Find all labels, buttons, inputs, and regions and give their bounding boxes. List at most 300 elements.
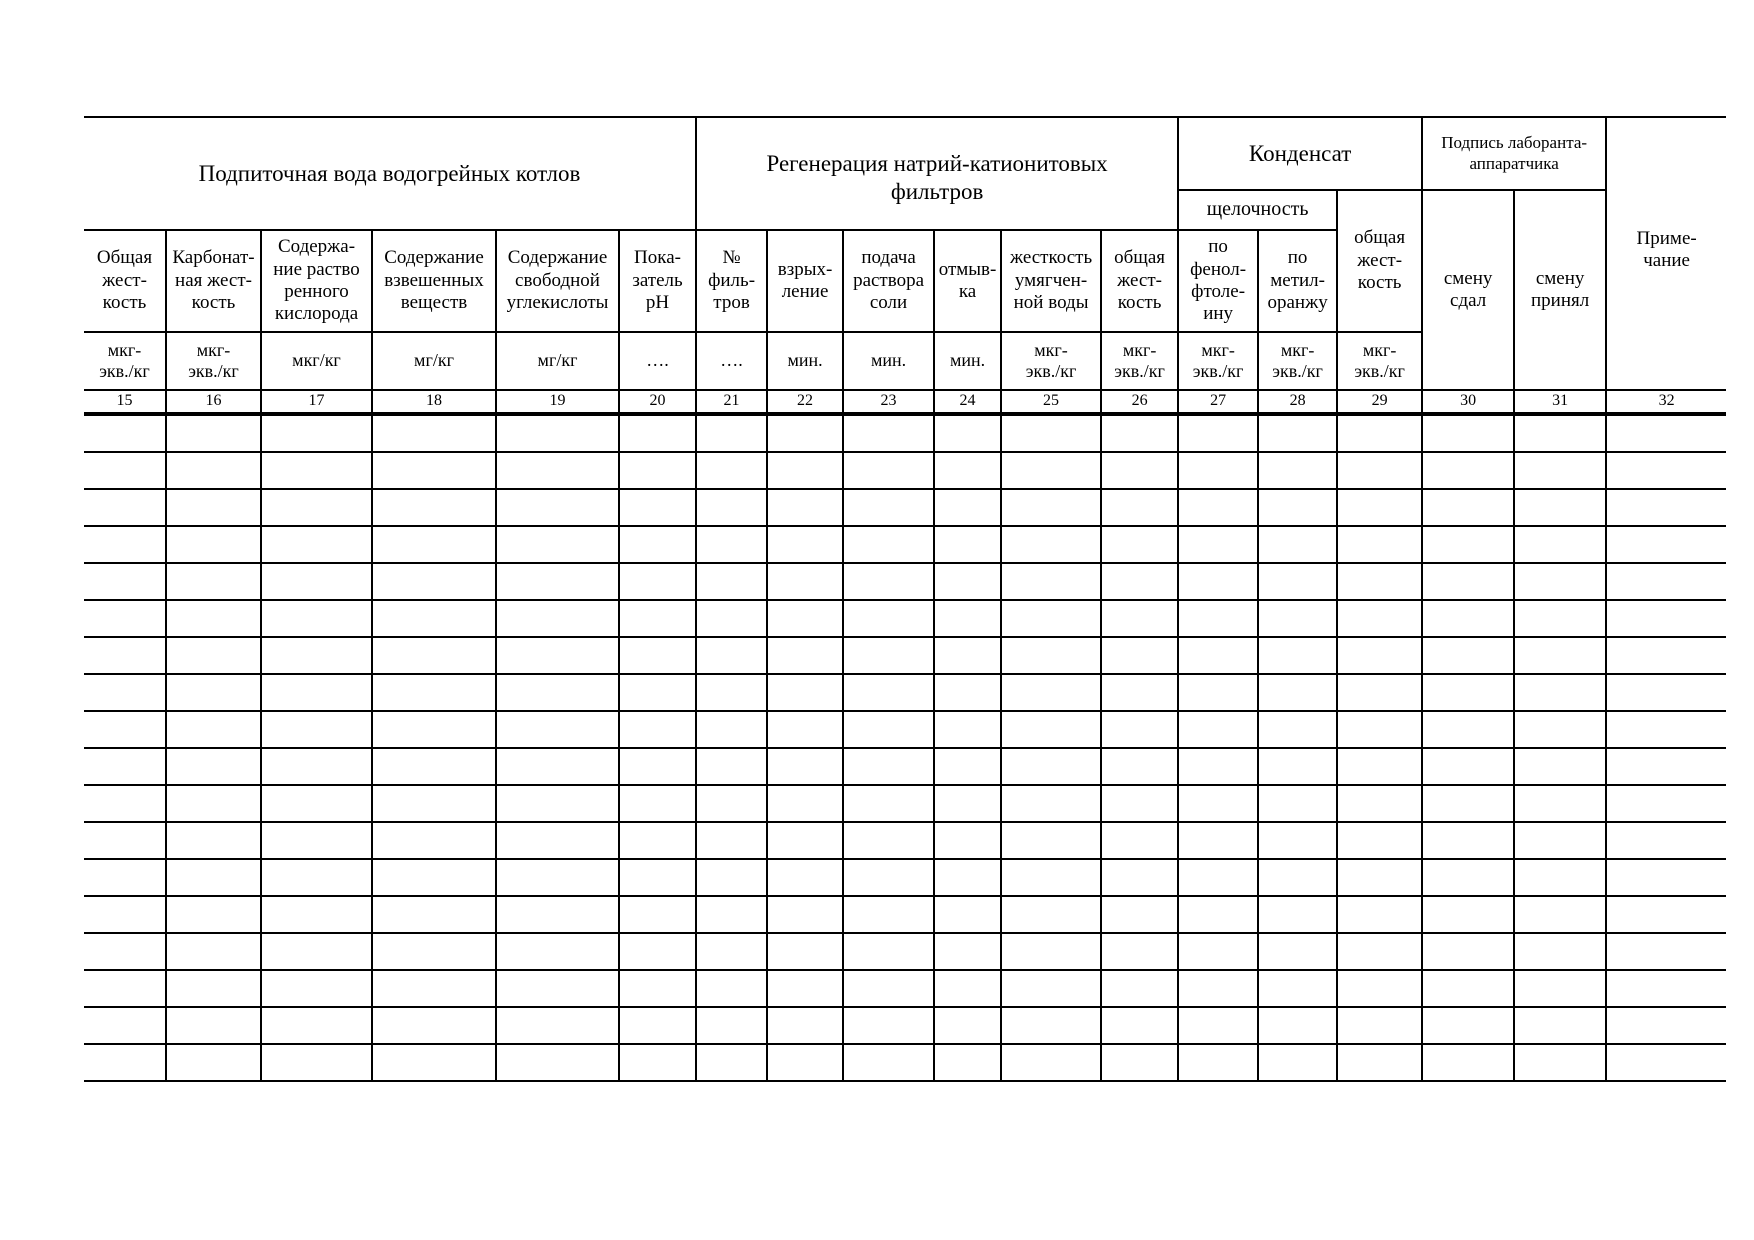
entry-cell-col-28[interactable]: [1258, 414, 1337, 452]
entry-cell-col-31[interactable]: [1514, 1007, 1606, 1044]
entry-cell-col-24[interactable]: [934, 1044, 1001, 1081]
entry-cell-col-22[interactable]: [767, 563, 843, 600]
entry-cell-col-28[interactable]: [1258, 785, 1337, 822]
entry-cell-col-29[interactable]: [1337, 859, 1422, 896]
entry-cell-col-30[interactable]: [1422, 970, 1514, 1007]
entry-cell-col-17[interactable]: [261, 452, 372, 489]
entry-cell-col-27[interactable]: [1178, 414, 1258, 452]
entry-cell-col-23[interactable]: [843, 600, 934, 637]
entry-cell-col-24[interactable]: [934, 674, 1001, 711]
entry-cell-col-26[interactable]: [1101, 933, 1178, 970]
entry-cell-col-26[interactable]: [1101, 748, 1178, 785]
entry-cell-col-30[interactable]: [1422, 711, 1514, 748]
entry-cell-col-19[interactable]: [496, 1007, 619, 1044]
entry-cell-col-18[interactable]: [372, 452, 496, 489]
entry-cell-col-31[interactable]: [1514, 414, 1606, 452]
entry-cell-col-22[interactable]: [767, 600, 843, 637]
entry-cell-col-26[interactable]: [1101, 1044, 1178, 1081]
entry-cell-col-22[interactable]: [767, 859, 843, 896]
entry-cell-col-29[interactable]: [1337, 600, 1422, 637]
entry-cell-col-15[interactable]: [84, 526, 166, 563]
entry-cell-col-25[interactable]: [1001, 526, 1101, 563]
entry-cell-col-32[interactable]: [1606, 859, 1726, 896]
entry-cell-col-31[interactable]: [1514, 896, 1606, 933]
entry-cell-col-29[interactable]: [1337, 452, 1422, 489]
entry-cell-col-24[interactable]: [934, 637, 1001, 674]
entry-cell-col-31[interactable]: [1514, 489, 1606, 526]
entry-cell-col-23[interactable]: [843, 785, 934, 822]
entry-cell-col-22[interactable]: [767, 933, 843, 970]
entry-cell-col-30[interactable]: [1422, 563, 1514, 600]
entry-cell-col-17[interactable]: [261, 970, 372, 1007]
entry-cell-col-21[interactable]: [696, 1007, 767, 1044]
entry-cell-col-25[interactable]: [1001, 970, 1101, 1007]
entry-cell-col-18[interactable]: [372, 1044, 496, 1081]
entry-cell-col-27[interactable]: [1178, 896, 1258, 933]
entry-cell-col-32[interactable]: [1606, 748, 1726, 785]
entry-cell-col-22[interactable]: [767, 1044, 843, 1081]
entry-cell-col-17[interactable]: [261, 1044, 372, 1081]
entry-cell-col-21[interactable]: [696, 563, 767, 600]
entry-cell-col-15[interactable]: [84, 1044, 166, 1081]
entry-cell-col-23[interactable]: [843, 970, 934, 1007]
entry-cell-col-21[interactable]: [696, 859, 767, 896]
entry-cell-col-20[interactable]: [619, 896, 696, 933]
entry-cell-col-26[interactable]: [1101, 637, 1178, 674]
entry-cell-col-27[interactable]: [1178, 674, 1258, 711]
entry-cell-col-23[interactable]: [843, 748, 934, 785]
entry-cell-col-17[interactable]: [261, 526, 372, 563]
entry-cell-col-22[interactable]: [767, 1007, 843, 1044]
entry-cell-col-27[interactable]: [1178, 526, 1258, 563]
entry-cell-col-25[interactable]: [1001, 711, 1101, 748]
entry-cell-col-16[interactable]: [166, 711, 261, 748]
entry-cell-col-31[interactable]: [1514, 711, 1606, 748]
entry-cell-col-32[interactable]: [1606, 674, 1726, 711]
entry-cell-col-32[interactable]: [1606, 489, 1726, 526]
entry-cell-col-19[interactable]: [496, 785, 619, 822]
entry-cell-col-22[interactable]: [767, 674, 843, 711]
entry-cell-col-21[interactable]: [696, 970, 767, 1007]
entry-cell-col-32[interactable]: [1606, 563, 1726, 600]
entry-cell-col-19[interactable]: [496, 933, 619, 970]
entry-cell-col-30[interactable]: [1422, 637, 1514, 674]
entry-cell-col-19[interactable]: [496, 600, 619, 637]
entry-cell-col-17[interactable]: [261, 600, 372, 637]
entry-cell-col-30[interactable]: [1422, 822, 1514, 859]
entry-cell-col-22[interactable]: [767, 822, 843, 859]
entry-cell-col-31[interactable]: [1514, 637, 1606, 674]
entry-cell-col-15[interactable]: [84, 785, 166, 822]
entry-cell-col-18[interactable]: [372, 489, 496, 526]
entry-cell-col-16[interactable]: [166, 674, 261, 711]
entry-cell-col-31[interactable]: [1514, 859, 1606, 896]
entry-cell-col-29[interactable]: [1337, 822, 1422, 859]
entry-cell-col-32[interactable]: [1606, 896, 1726, 933]
entry-cell-col-20[interactable]: [619, 711, 696, 748]
entry-cell-col-19[interactable]: [496, 970, 619, 1007]
entry-cell-col-15[interactable]: [84, 859, 166, 896]
entry-cell-col-15[interactable]: [84, 822, 166, 859]
entry-cell-col-30[interactable]: [1422, 859, 1514, 896]
entry-cell-col-16[interactable]: [166, 970, 261, 1007]
entry-cell-col-20[interactable]: [619, 414, 696, 452]
entry-cell-col-15[interactable]: [84, 674, 166, 711]
entry-cell-col-24[interactable]: [934, 1007, 1001, 1044]
entry-cell-col-28[interactable]: [1258, 526, 1337, 563]
entry-cell-col-29[interactable]: [1337, 563, 1422, 600]
entry-cell-col-25[interactable]: [1001, 1007, 1101, 1044]
entry-cell-col-25[interactable]: [1001, 600, 1101, 637]
entry-cell-col-21[interactable]: [696, 822, 767, 859]
entry-cell-col-15[interactable]: [84, 1007, 166, 1044]
entry-cell-col-22[interactable]: [767, 970, 843, 1007]
entry-cell-col-27[interactable]: [1178, 489, 1258, 526]
entry-cell-col-19[interactable]: [496, 674, 619, 711]
entry-cell-col-23[interactable]: [843, 1007, 934, 1044]
entry-cell-col-17[interactable]: [261, 822, 372, 859]
entry-cell-col-24[interactable]: [934, 526, 1001, 563]
entry-cell-col-26[interactable]: [1101, 970, 1178, 1007]
entry-cell-col-16[interactable]: [166, 933, 261, 970]
entry-cell-col-25[interactable]: [1001, 674, 1101, 711]
entry-cell-col-23[interactable]: [843, 414, 934, 452]
entry-cell-col-17[interactable]: [261, 859, 372, 896]
entry-cell-col-22[interactable]: [767, 452, 843, 489]
entry-cell-col-20[interactable]: [619, 489, 696, 526]
entry-cell-col-20[interactable]: [619, 785, 696, 822]
entry-cell-col-16[interactable]: [166, 785, 261, 822]
entry-cell-col-26[interactable]: [1101, 896, 1178, 933]
entry-cell-col-22[interactable]: [767, 711, 843, 748]
entry-cell-col-22[interactable]: [767, 489, 843, 526]
entry-cell-col-24[interactable]: [934, 489, 1001, 526]
entry-cell-col-27[interactable]: [1178, 600, 1258, 637]
entry-cell-col-27[interactable]: [1178, 822, 1258, 859]
entry-cell-col-29[interactable]: [1337, 785, 1422, 822]
entry-cell-col-19[interactable]: [496, 822, 619, 859]
entry-cell-col-21[interactable]: [696, 452, 767, 489]
entry-cell-col-30[interactable]: [1422, 452, 1514, 489]
entry-cell-col-28[interactable]: [1258, 637, 1337, 674]
entry-cell-col-27[interactable]: [1178, 1007, 1258, 1044]
entry-cell-col-25[interactable]: [1001, 414, 1101, 452]
entry-cell-col-23[interactable]: [843, 563, 934, 600]
entry-cell-col-32[interactable]: [1606, 711, 1726, 748]
entry-cell-col-32[interactable]: [1606, 1007, 1726, 1044]
entry-cell-col-32[interactable]: [1606, 933, 1726, 970]
entry-cell-col-32[interactable]: [1606, 526, 1726, 563]
entry-cell-col-17[interactable]: [261, 1007, 372, 1044]
entry-cell-col-30[interactable]: [1422, 414, 1514, 452]
entry-cell-col-32[interactable]: [1606, 1044, 1726, 1081]
entry-cell-col-15[interactable]: [84, 933, 166, 970]
entry-cell-col-30[interactable]: [1422, 1007, 1514, 1044]
entry-cell-col-29[interactable]: [1337, 748, 1422, 785]
entry-cell-col-27[interactable]: [1178, 711, 1258, 748]
entry-cell-col-23[interactable]: [843, 674, 934, 711]
entry-cell-col-20[interactable]: [619, 637, 696, 674]
entry-cell-col-15[interactable]: [84, 452, 166, 489]
entry-cell-col-27[interactable]: [1178, 637, 1258, 674]
entry-cell-col-26[interactable]: [1101, 822, 1178, 859]
entry-cell-col-30[interactable]: [1422, 600, 1514, 637]
entry-cell-col-25[interactable]: [1001, 896, 1101, 933]
entry-cell-col-18[interactable]: [372, 674, 496, 711]
entry-cell-col-24[interactable]: [934, 859, 1001, 896]
entry-cell-col-31[interactable]: [1514, 785, 1606, 822]
entry-cell-col-22[interactable]: [767, 414, 843, 452]
entry-cell-col-25[interactable]: [1001, 748, 1101, 785]
entry-cell-col-20[interactable]: [619, 526, 696, 563]
entry-cell-col-27[interactable]: [1178, 970, 1258, 1007]
entry-cell-col-29[interactable]: [1337, 414, 1422, 452]
entry-cell-col-25[interactable]: [1001, 785, 1101, 822]
entry-cell-col-18[interactable]: [372, 785, 496, 822]
entry-cell-col-20[interactable]: [619, 674, 696, 711]
entry-cell-col-17[interactable]: [261, 933, 372, 970]
entry-cell-col-24[interactable]: [934, 600, 1001, 637]
entry-cell-col-22[interactable]: [767, 526, 843, 563]
entry-cell-col-29[interactable]: [1337, 637, 1422, 674]
entry-cell-col-16[interactable]: [166, 1044, 261, 1081]
entry-cell-col-29[interactable]: [1337, 896, 1422, 933]
entry-cell-col-22[interactable]: [767, 748, 843, 785]
entry-cell-col-25[interactable]: [1001, 637, 1101, 674]
entry-cell-col-20[interactable]: [619, 822, 696, 859]
entry-cell-col-18[interactable]: [372, 859, 496, 896]
entry-cell-col-25[interactable]: [1001, 1044, 1101, 1081]
entry-cell-col-18[interactable]: [372, 526, 496, 563]
entry-cell-col-26[interactable]: [1101, 674, 1178, 711]
entry-cell-col-20[interactable]: [619, 1007, 696, 1044]
entry-cell-col-16[interactable]: [166, 526, 261, 563]
entry-cell-col-28[interactable]: [1258, 896, 1337, 933]
entry-cell-col-21[interactable]: [696, 674, 767, 711]
entry-cell-col-18[interactable]: [372, 970, 496, 1007]
entry-cell-col-30[interactable]: [1422, 785, 1514, 822]
entry-cell-col-27[interactable]: [1178, 859, 1258, 896]
entry-cell-col-19[interactable]: [496, 896, 619, 933]
entry-cell-col-26[interactable]: [1101, 711, 1178, 748]
entry-cell-col-18[interactable]: [372, 563, 496, 600]
entry-cell-col-24[interactable]: [934, 711, 1001, 748]
entry-cell-col-26[interactable]: [1101, 489, 1178, 526]
entry-cell-col-20[interactable]: [619, 859, 696, 896]
entry-cell-col-31[interactable]: [1514, 563, 1606, 600]
entry-cell-col-15[interactable]: [84, 414, 166, 452]
entry-cell-col-24[interactable]: [934, 970, 1001, 1007]
entry-cell-col-27[interactable]: [1178, 1044, 1258, 1081]
entry-cell-col-18[interactable]: [372, 711, 496, 748]
entry-cell-col-31[interactable]: [1514, 674, 1606, 711]
entry-cell-col-29[interactable]: [1337, 711, 1422, 748]
entry-cell-col-29[interactable]: [1337, 970, 1422, 1007]
entry-cell-col-19[interactable]: [496, 748, 619, 785]
entry-cell-col-23[interactable]: [843, 452, 934, 489]
entry-cell-col-27[interactable]: [1178, 933, 1258, 970]
entry-cell-col-24[interactable]: [934, 822, 1001, 859]
entry-cell-col-24[interactable]: [934, 933, 1001, 970]
entry-cell-col-31[interactable]: [1514, 748, 1606, 785]
entry-cell-col-29[interactable]: [1337, 1007, 1422, 1044]
entry-cell-col-28[interactable]: [1258, 563, 1337, 600]
entry-cell-col-18[interactable]: [372, 933, 496, 970]
entry-cell-col-23[interactable]: [843, 711, 934, 748]
entry-cell-col-22[interactable]: [767, 785, 843, 822]
entry-cell-col-30[interactable]: [1422, 674, 1514, 711]
entry-cell-col-17[interactable]: [261, 637, 372, 674]
entry-cell-col-20[interactable]: [619, 452, 696, 489]
entry-cell-col-32[interactable]: [1606, 822, 1726, 859]
entry-cell-col-30[interactable]: [1422, 1044, 1514, 1081]
entry-cell-col-31[interactable]: [1514, 970, 1606, 1007]
entry-cell-col-26[interactable]: [1101, 859, 1178, 896]
entry-cell-col-22[interactable]: [767, 637, 843, 674]
entry-cell-col-28[interactable]: [1258, 452, 1337, 489]
entry-cell-col-28[interactable]: [1258, 674, 1337, 711]
entry-cell-col-26[interactable]: [1101, 414, 1178, 452]
entry-cell-col-21[interactable]: [696, 748, 767, 785]
entry-cell-col-15[interactable]: [84, 563, 166, 600]
entry-cell-col-20[interactable]: [619, 970, 696, 1007]
entry-cell-col-24[interactable]: [934, 414, 1001, 452]
entry-cell-col-17[interactable]: [261, 896, 372, 933]
entry-cell-col-17[interactable]: [261, 563, 372, 600]
entry-cell-col-16[interactable]: [166, 637, 261, 674]
entry-cell-col-28[interactable]: [1258, 748, 1337, 785]
entry-cell-col-21[interactable]: [696, 711, 767, 748]
entry-cell-col-25[interactable]: [1001, 933, 1101, 970]
entry-cell-col-25[interactable]: [1001, 822, 1101, 859]
entry-cell-col-28[interactable]: [1258, 1007, 1337, 1044]
entry-cell-col-17[interactable]: [261, 414, 372, 452]
entry-cell-col-18[interactable]: [372, 896, 496, 933]
entry-cell-col-32[interactable]: [1606, 970, 1726, 1007]
entry-cell-col-22[interactable]: [767, 896, 843, 933]
entry-cell-col-24[interactable]: [934, 563, 1001, 600]
entry-cell-col-18[interactable]: [372, 637, 496, 674]
entry-cell-col-28[interactable]: [1258, 970, 1337, 1007]
entry-cell-col-16[interactable]: [166, 452, 261, 489]
entry-cell-col-32[interactable]: [1606, 414, 1726, 452]
entry-cell-col-32[interactable]: [1606, 637, 1726, 674]
entry-cell-col-20[interactable]: [619, 933, 696, 970]
entry-cell-col-24[interactable]: [934, 896, 1001, 933]
entry-cell-col-30[interactable]: [1422, 526, 1514, 563]
entry-cell-col-17[interactable]: [261, 785, 372, 822]
entry-cell-col-21[interactable]: [696, 896, 767, 933]
entry-cell-col-16[interactable]: [166, 563, 261, 600]
entry-cell-col-15[interactable]: [84, 748, 166, 785]
entry-cell-col-29[interactable]: [1337, 674, 1422, 711]
entry-cell-col-23[interactable]: [843, 822, 934, 859]
entry-cell-col-16[interactable]: [166, 859, 261, 896]
entry-cell-col-21[interactable]: [696, 526, 767, 563]
entry-cell-col-27[interactable]: [1178, 748, 1258, 785]
entry-cell-col-23[interactable]: [843, 637, 934, 674]
entry-cell-col-31[interactable]: [1514, 452, 1606, 489]
entry-cell-col-21[interactable]: [696, 489, 767, 526]
entry-cell-col-28[interactable]: [1258, 859, 1337, 896]
entry-cell-col-28[interactable]: [1258, 489, 1337, 526]
entry-cell-col-25[interactable]: [1001, 489, 1101, 526]
entry-cell-col-24[interactable]: [934, 452, 1001, 489]
entry-cell-col-19[interactable]: [496, 637, 619, 674]
entry-cell-col-19[interactable]: [496, 489, 619, 526]
entry-cell-col-16[interactable]: [166, 748, 261, 785]
entry-cell-col-26[interactable]: [1101, 600, 1178, 637]
entry-cell-col-17[interactable]: [261, 711, 372, 748]
entry-cell-col-19[interactable]: [496, 859, 619, 896]
entry-cell-col-21[interactable]: [696, 637, 767, 674]
entry-cell-col-25[interactable]: [1001, 452, 1101, 489]
entry-cell-col-27[interactable]: [1178, 785, 1258, 822]
entry-cell-col-15[interactable]: [84, 711, 166, 748]
entry-cell-col-26[interactable]: [1101, 563, 1178, 600]
entry-cell-col-28[interactable]: [1258, 933, 1337, 970]
entry-cell-col-23[interactable]: [843, 859, 934, 896]
entry-cell-col-19[interactable]: [496, 1044, 619, 1081]
entry-cell-col-23[interactable]: [843, 933, 934, 970]
entry-cell-col-27[interactable]: [1178, 452, 1258, 489]
entry-cell-col-32[interactable]: [1606, 785, 1726, 822]
entry-cell-col-21[interactable]: [696, 600, 767, 637]
entry-cell-col-16[interactable]: [166, 414, 261, 452]
entry-cell-col-31[interactable]: [1514, 933, 1606, 970]
entry-cell-col-23[interactable]: [843, 1044, 934, 1081]
entry-cell-col-30[interactable]: [1422, 896, 1514, 933]
entry-cell-col-19[interactable]: [496, 452, 619, 489]
entry-cell-col-16[interactable]: [166, 1007, 261, 1044]
entry-cell-col-19[interactable]: [496, 414, 619, 452]
entry-cell-col-24[interactable]: [934, 748, 1001, 785]
entry-cell-col-20[interactable]: [619, 563, 696, 600]
entry-cell-col-18[interactable]: [372, 822, 496, 859]
entry-cell-col-30[interactable]: [1422, 489, 1514, 526]
entry-cell-col-23[interactable]: [843, 526, 934, 563]
entry-cell-col-31[interactable]: [1514, 600, 1606, 637]
entry-cell-col-21[interactable]: [696, 1044, 767, 1081]
entry-cell-col-32[interactable]: [1606, 452, 1726, 489]
entry-cell-col-17[interactable]: [261, 674, 372, 711]
entry-cell-col-18[interactable]: [372, 600, 496, 637]
entry-cell-col-32[interactable]: [1606, 600, 1726, 637]
entry-cell-col-23[interactable]: [843, 489, 934, 526]
entry-cell-col-23[interactable]: [843, 896, 934, 933]
entry-cell-col-21[interactable]: [696, 933, 767, 970]
entry-cell-col-20[interactable]: [619, 748, 696, 785]
entry-cell-col-19[interactable]: [496, 563, 619, 600]
entry-cell-col-26[interactable]: [1101, 452, 1178, 489]
entry-cell-col-16[interactable]: [166, 489, 261, 526]
entry-cell-col-18[interactable]: [372, 1007, 496, 1044]
entry-cell-col-26[interactable]: [1101, 785, 1178, 822]
entry-cell-col-29[interactable]: [1337, 933, 1422, 970]
entry-cell-col-18[interactable]: [372, 748, 496, 785]
entry-cell-col-20[interactable]: [619, 600, 696, 637]
entry-cell-col-21[interactable]: [696, 414, 767, 452]
entry-cell-col-25[interactable]: [1001, 859, 1101, 896]
entry-cell-col-15[interactable]: [84, 637, 166, 674]
entry-cell-col-19[interactable]: [496, 711, 619, 748]
entry-cell-col-18[interactable]: [372, 414, 496, 452]
entry-cell-col-29[interactable]: [1337, 1044, 1422, 1081]
entry-cell-col-25[interactable]: [1001, 563, 1101, 600]
entry-cell-col-28[interactable]: [1258, 711, 1337, 748]
entry-cell-col-16[interactable]: [166, 600, 261, 637]
entry-cell-col-28[interactable]: [1258, 600, 1337, 637]
